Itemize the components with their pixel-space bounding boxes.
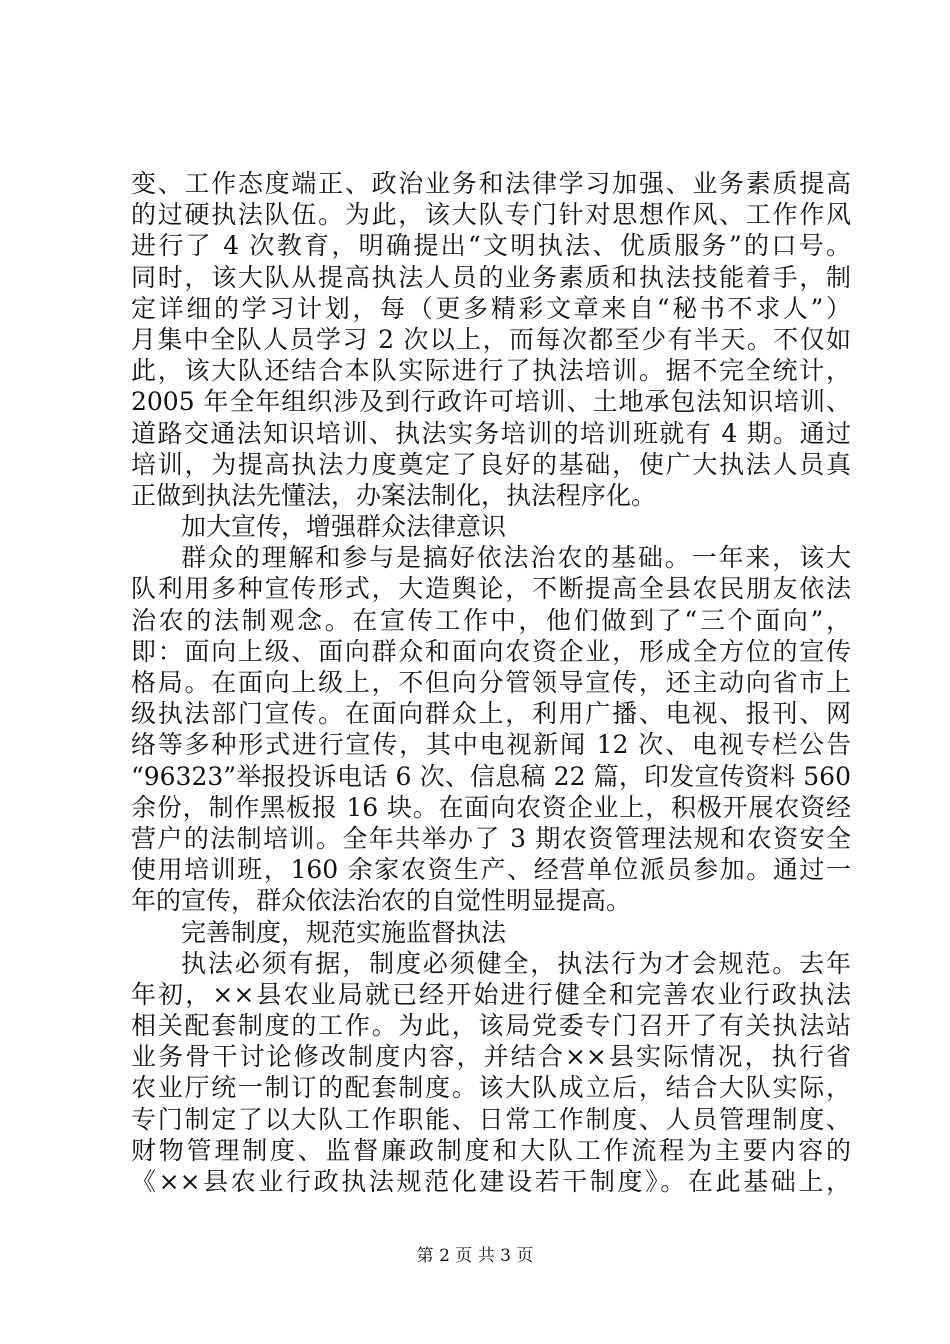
paragraph-line: 《××县农业行政执法规范化建设若干制度》。在此基础上， <box>131 1167 851 1196</box>
paragraph-line: 业务骨干讨论修改制度内容，并结合××县实际情况，执行省 <box>131 1042 851 1072</box>
paragraph-line: 此，该大队还结合本队实际进行了执法培训。据不完全统计， <box>131 356 851 386</box>
section-heading: 完善制度，规范实施监督执法 <box>181 917 507 947</box>
paragraph-line: 道路交通法知识培训、执法实务培训的培训班就有 4 期。通过 <box>131 418 851 448</box>
paragraph-line: 的过硬执法队伍。为此，该大队专门针对思想作风、工作作风 <box>131 200 851 230</box>
paragraph-line: 专门制定了以大队工作职能、日常工作制度、人员管理制度、 <box>131 1104 851 1134</box>
paragraph-line: 财物管理制度、监督廉政制度和大队工作流程为主要内容的 <box>131 1135 851 1165</box>
paragraph-line: 使用培训班，160 余家农资生产、经营单位派员参加。通过一 <box>131 855 851 885</box>
paragraph-line: 队利用多种宣传形式，大造舆论，不断提高全县农民朋友依法 <box>131 574 851 604</box>
paragraph-line: 月集中全队人员学习 2 次以上，而每次都至少有半天。不仅如 <box>131 324 851 354</box>
paragraph-line: 治农的法制观念。在宣传工作中，他们做到了“三个面向”， <box>131 605 851 635</box>
paragraph-line: 变、工作态度端正、政治业务和法律学习加强、业务素质提高 <box>131 169 851 198</box>
paragraph-line: 相关配套制度的工作。为此，该局党委专门召开了有关执法站 <box>131 1011 851 1041</box>
paragraph-line: 即：面向上级、面向群众和面向农资企业，形成全方位的宣传 <box>131 636 851 666</box>
paragraph-line: 农业厅统一制订的配套制度。该大队成立后，结合大队实际， <box>131 1073 851 1103</box>
section-heading: 加大宣传，增强群众法律意识 <box>181 512 507 542</box>
paragraph-line: 正做到执法先懂法，办案法制化，执法程序化。 <box>131 480 657 510</box>
paragraph-line: 群众的理解和参与是搞好依法治农的基础。一年来，该大 <box>181 543 851 573</box>
paragraph-line: 同时，该大队从提高执法人员的业务素质和执法技能着手，制 <box>131 262 851 292</box>
paragraph-line: 年初，××县农业局就已经开始进行健全和完善农业行政执法 <box>131 979 851 1009</box>
paragraph-line: 格局。在面向上级上，不但向分管领导宣传，还主动向省市上 <box>131 668 851 697</box>
paragraph-line: 营户的法制培训。全年共举办了 3 期农资管理法规和农资安全 <box>131 823 851 853</box>
page-footer: 第 2 页 共 3 页 <box>416 1246 534 1266</box>
paragraph-line: 络等多种形式进行宣传，其中电视新闻 12 次、电视专栏公告 <box>131 730 851 760</box>
paragraph-line: 定详细的学习计划，每（更多精彩文章来自“秘书不求人”） <box>131 293 851 323</box>
paragraph-line: 2005 年全年组织涉及到行政许可培训、土地承包法知识培训、 <box>131 387 851 417</box>
paragraph-line: 年的宣传，群众依法治农的自觉性明显提高。 <box>131 886 632 916</box>
document-body <box>131 168 851 1197</box>
paragraph-line: 执法必须有据，制度必须健全，执法行为才会规范。去年 <box>181 948 851 978</box>
paragraph-line: “96323”举报投诉电话 6 次、信息稿 22 篇，印发宣传资料 560 <box>131 761 851 791</box>
paragraph-line: 培训，为提高执法力度奠定了良好的基础，使广大执法人员真 <box>131 449 851 479</box>
paragraph-line: 级执法部门宣传。在面向群众上，利用广播、电视、报刊、网 <box>131 699 851 729</box>
paragraph-line: 进行了 4 次教育，明确提出“文明执法、优质服务”的口号。 <box>131 231 851 261</box>
paragraph-line: 余份，制作黑板报 16 块。在面向农资企业上，积极开展农资经 <box>131 792 851 822</box>
